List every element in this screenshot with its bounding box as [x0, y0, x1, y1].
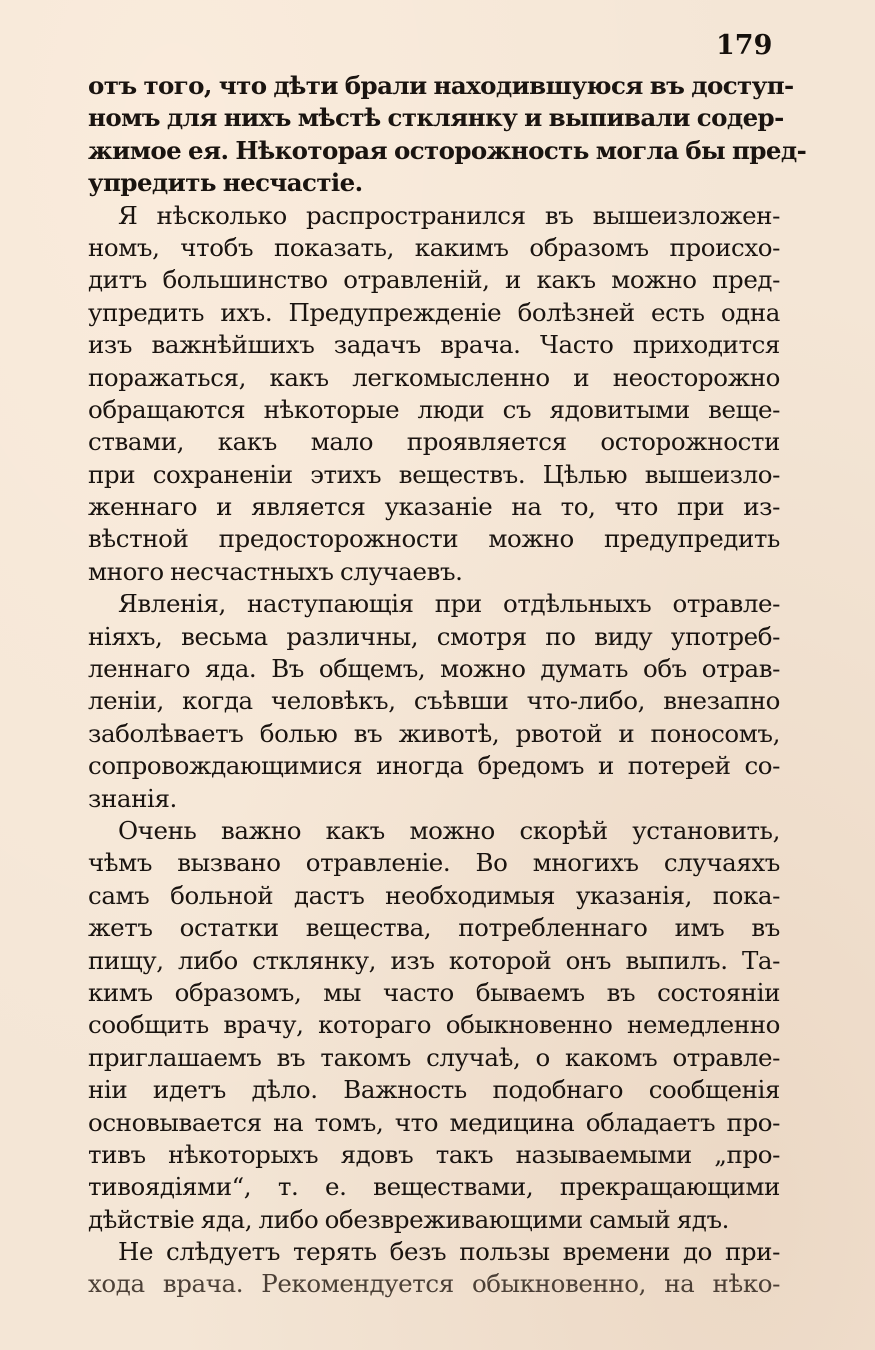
text-line: изъ важнѣйшихъ задачъ врача. Часто приходится — [88, 330, 780, 360]
text-line: Явленія, наступающія при отдѣльныхъ отравле- — [118, 589, 780, 619]
text-line: дитъ большинство отравленій, и какъ можно пред- — [88, 265, 780, 295]
text-line: приглашаемъ въ такомъ случаѣ, о какомъ отравле- — [88, 1042, 780, 1072]
text-line: номъ, чтобъ показать, какимъ образомъ происхо- — [88, 232, 780, 262]
text-line: леніи, когда человѣкъ, съѣвши что-либо, внезапно — [88, 686, 780, 716]
page-number: 179 — [716, 30, 773, 61]
text-line: пищу, либо стклянку, изъ которой онъ выпилъ. Та- — [88, 945, 780, 975]
text-line: самъ больной дастъ необходимыя указанія, пока- — [88, 880, 780, 910]
text-line: жетъ остатки вещества, потребленнаго имъ въ — [88, 913, 780, 943]
text-line: много несчастныхъ случаевъ. — [88, 556, 463, 586]
text-line: отъ того, что дѣти брали находившуюся въ доступ- — [88, 71, 794, 100]
text-line: дѣйствіе яда, либо обезвреживающими самый ядъ. — [88, 1204, 730, 1234]
text-line: Не слѣдуетъ терять безъ пользы времени до при- — [118, 1237, 780, 1267]
text-line: чѣмъ вызвано отравленіе. Во многихъ случаяхъ — [88, 848, 780, 878]
text-line: тивъ нѣкоторыхъ ядовъ такъ называемыми „про- — [88, 1139, 780, 1169]
text-line: упредить ихъ. Предупрежденіе болѣзней есть одна — [88, 297, 780, 327]
text-line: тивоядіями“, т. е. веществами, прекращающими — [88, 1172, 780, 1202]
text-line: кимъ образомъ, мы часто бываемъ въ состояніи — [88, 977, 780, 1007]
text-line: заболѣваетъ болью въ животѣ, рвотой и поносомъ, — [88, 718, 780, 748]
text-line: Очень важно какъ можно скорѣй установить, — [118, 815, 780, 845]
text-line: вѣстной предосторожности можно предупредить — [88, 524, 780, 554]
text-line: основывается на томъ, что медицина обладаетъ про- — [88, 1107, 780, 1137]
text-line: при сохраненіи этихъ веществъ. Цѣлью вышеизло- — [88, 459, 780, 489]
text-line: ніи идетъ дѣло. Важность подобнаго сообщенія — [88, 1075, 780, 1105]
text-line: хода врача. Рекомендуется обыкновенно, на нѣко- — [88, 1269, 780, 1299]
text-line: упредить несчастіе. — [88, 168, 363, 198]
text-line: Я нѣсколько распространился въ вышеизложен- — [118, 200, 780, 230]
text-line: ствами, какъ мало проявляется осторожности — [88, 427, 780, 457]
text-line: обращаются нѣкоторые люди съ ядовитыми веще- — [88, 394, 780, 424]
text-line: леннаго яда. Въ общемъ, можно думать объ отрав- — [88, 654, 780, 684]
text-line: женнаго и является указаніе на то, что при из- — [88, 492, 780, 522]
text-line: ніяхъ, весьма различны, смотря по виду употреб- — [88, 621, 780, 651]
text-line: поражаться, какъ легкомысленно и неосторожно — [88, 362, 780, 392]
text-line: сопровождающимися иногда бредомъ и потерей со- — [88, 751, 780, 781]
text-line: жимое ея. Нѣкоторая осторожность могла бы пред- — [88, 135, 807, 165]
text-line: знанія. — [88, 783, 177, 813]
text-line: сообщить врачу, котораго обыкновенно немедленно — [88, 1010, 780, 1040]
text-line: номъ для нихъ мѣстѣ стклянку и выпивали содер- — [88, 103, 784, 133]
body-text — [88, 70, 807, 1301]
